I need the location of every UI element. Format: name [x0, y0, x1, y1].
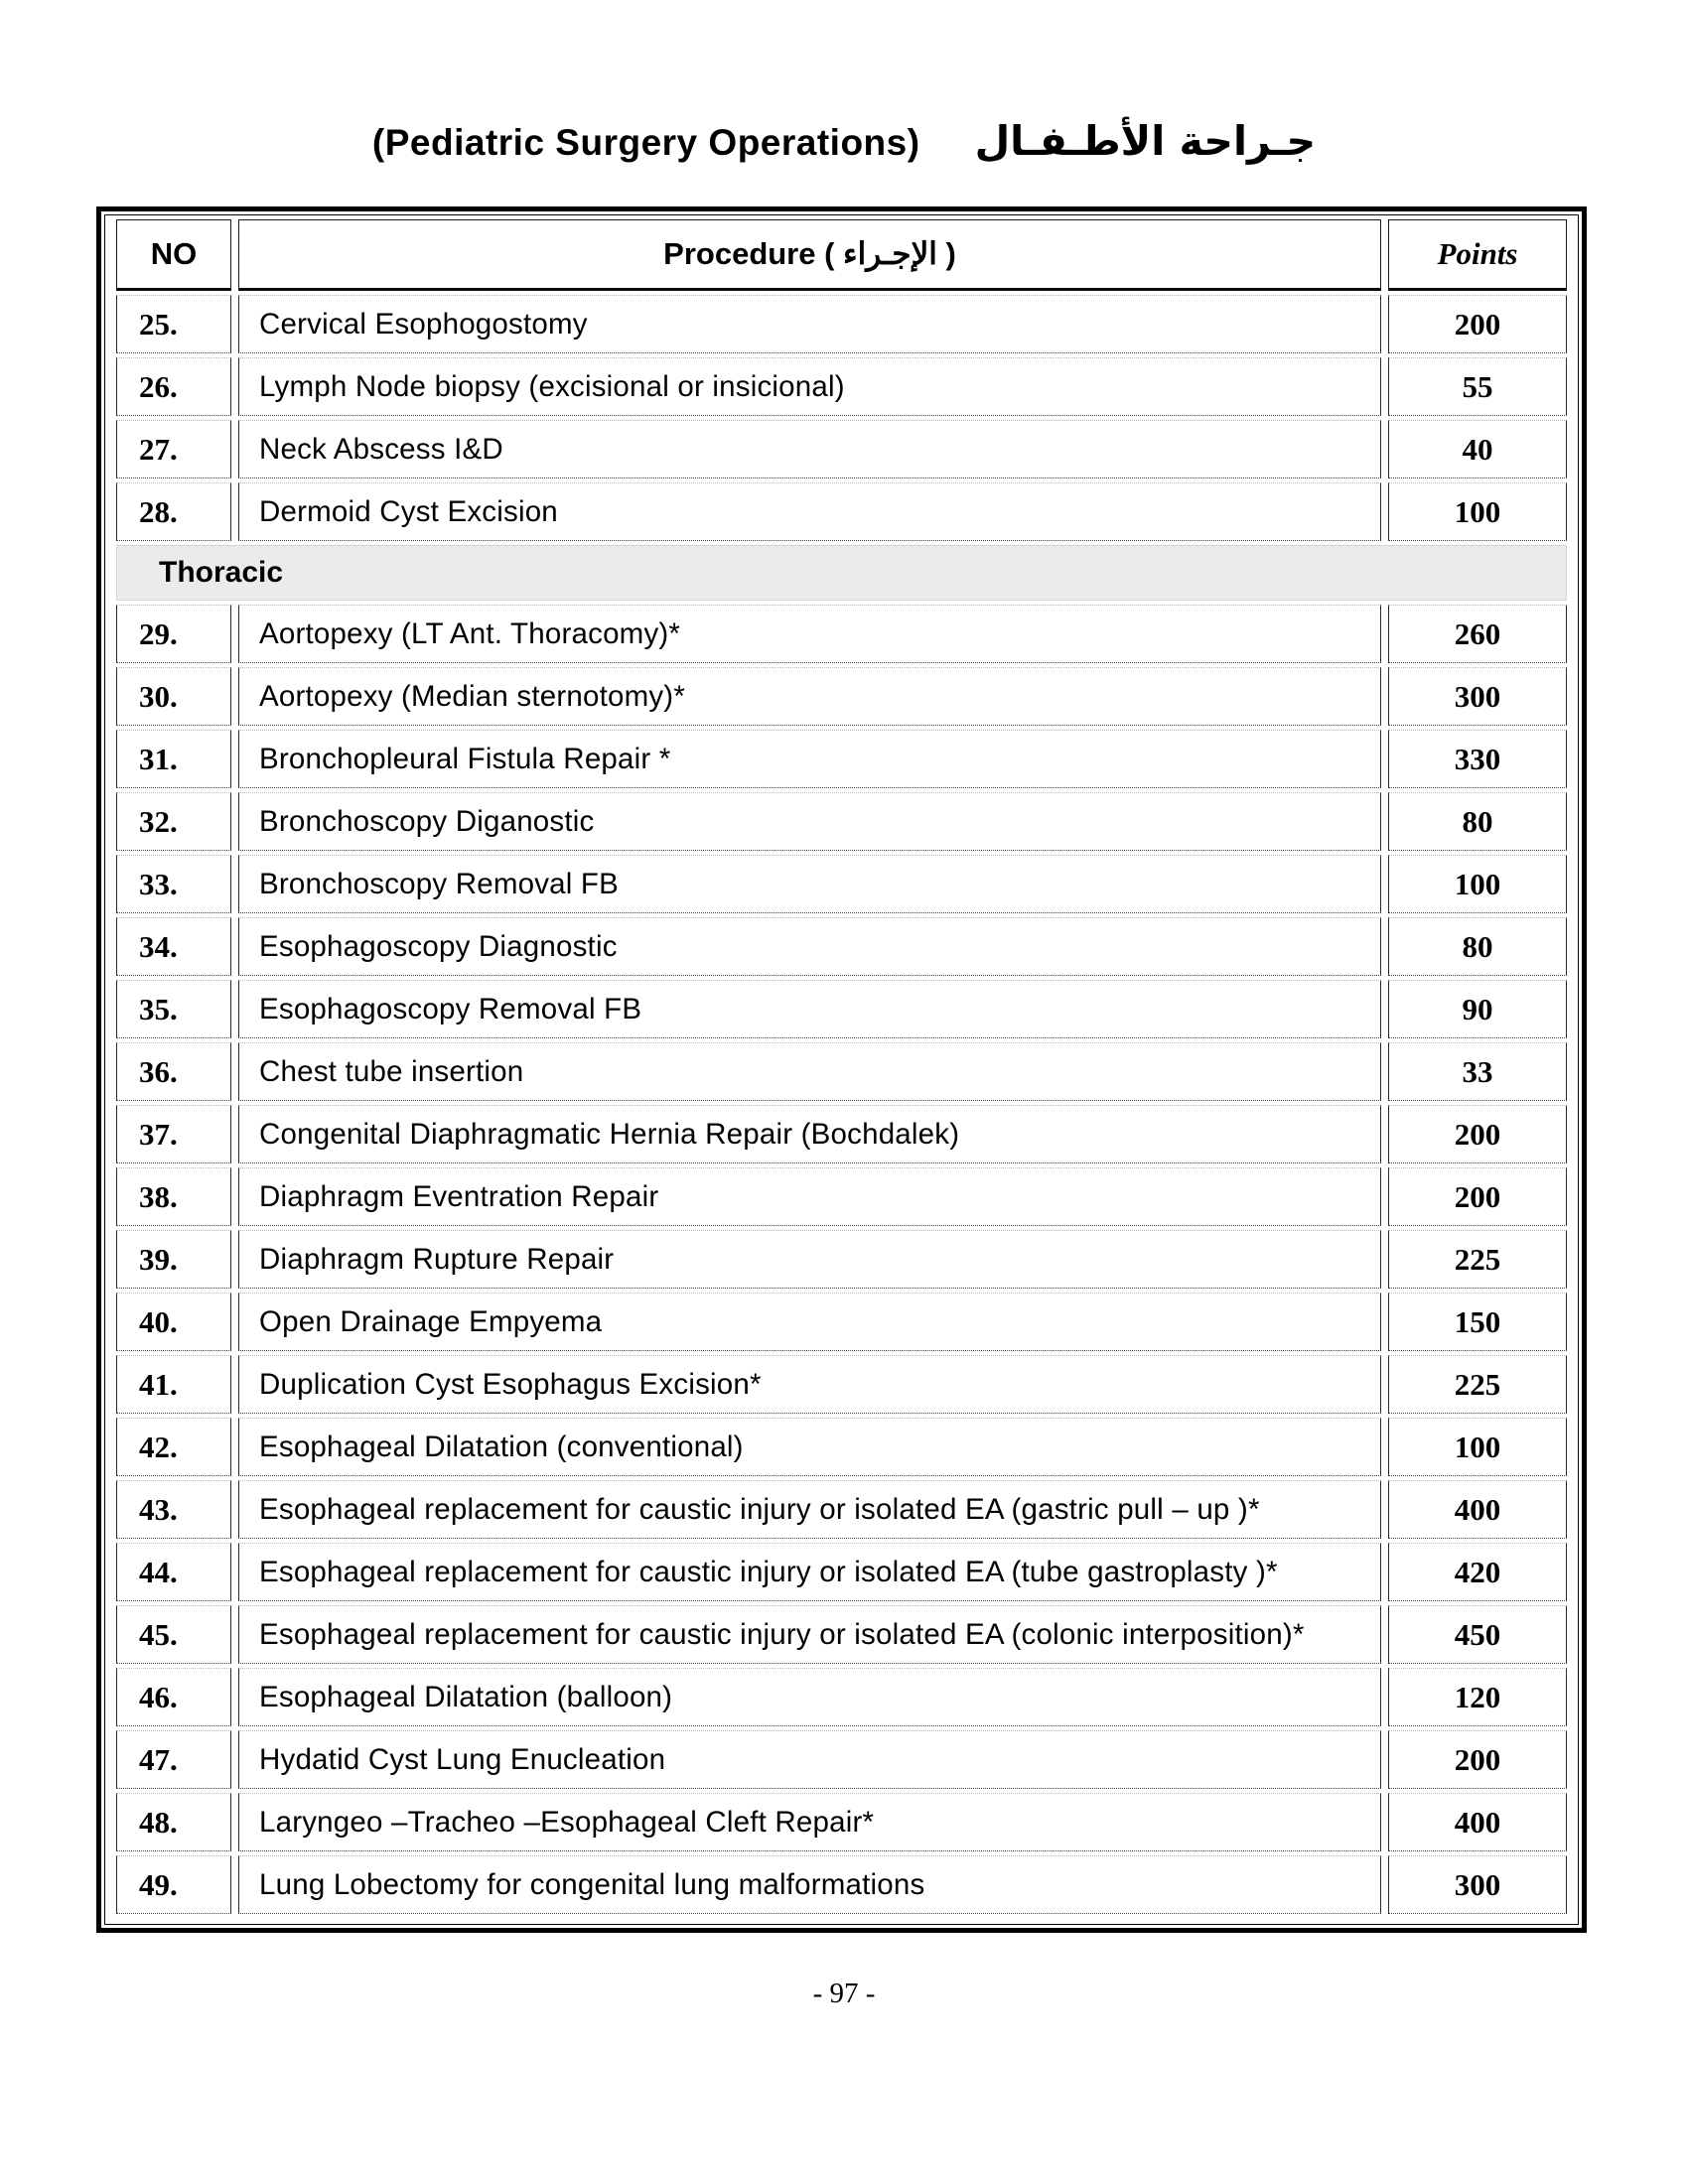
procedure-name: Diaphragm Rupture Repair — [238, 1230, 1381, 1289]
header-no: NO — [116, 219, 231, 291]
table-row — [116, 855, 1567, 913]
table-row — [116, 1042, 1567, 1101]
row-number: 49. — [116, 1855, 231, 1914]
procedure-points: 300 — [1388, 1855, 1567, 1914]
procedure-name: Hydatid Cyst Lung Enucleation — [238, 1730, 1381, 1789]
table-row — [116, 1668, 1567, 1726]
procedure-points: 260 — [1388, 605, 1567, 663]
procedure-name: Chest tube insertion — [238, 1042, 1381, 1101]
table-row — [116, 792, 1567, 851]
procedure-points: 55 — [1388, 357, 1567, 416]
table-row — [116, 1855, 1567, 1914]
table-row — [116, 1543, 1567, 1601]
table-row — [116, 667, 1567, 726]
table-row — [116, 917, 1567, 976]
row-number: 41. — [116, 1355, 231, 1414]
section-row — [116, 545, 1567, 601]
table-row — [116, 730, 1567, 788]
row-number: 29. — [116, 605, 231, 663]
title-arabic: جـراحة الأطـفـال — [974, 117, 1317, 165]
procedure-name: Bronchoscopy Removal FB — [238, 855, 1381, 913]
procedure-name: Lymph Node biopsy (excisional or insicional) — [238, 357, 1381, 416]
row-number: 47. — [116, 1730, 231, 1789]
row-number: 44. — [116, 1543, 231, 1601]
procedure-points: 400 — [1388, 1793, 1567, 1851]
procedure-name: Bronchopleural Fistula Repair * — [238, 730, 1381, 788]
procedure-name: Open Drainage Empyema — [238, 1293, 1381, 1351]
row-number: 43. — [116, 1480, 231, 1539]
procedure-points: 225 — [1388, 1230, 1567, 1289]
row-number: 33. — [116, 855, 231, 913]
procedure-points: 300 — [1388, 667, 1567, 726]
procedure-points: 400 — [1388, 1480, 1567, 1539]
table-row — [116, 357, 1567, 416]
procedure-points: 450 — [1388, 1605, 1567, 1664]
procedure-points: 225 — [1388, 1355, 1567, 1414]
header-points: Points — [1388, 219, 1567, 291]
table-row — [116, 1293, 1567, 1351]
procedure-name: Lung Lobectomy for congenital lung malformations — [238, 1855, 1381, 1914]
page-number: - 97 - — [812, 1978, 876, 2009]
page-title — [0, 117, 1688, 165]
row-number: 30. — [116, 667, 231, 726]
procedure-points: 33 — [1388, 1042, 1567, 1101]
procedure-points: 200 — [1388, 1167, 1567, 1226]
procedure-name: Esophagoscopy Removal FB — [238, 980, 1381, 1038]
row-number: 36. — [116, 1042, 231, 1101]
row-number: 34. — [116, 917, 231, 976]
procedure-name: Bronchoscopy Diganostic — [238, 792, 1381, 851]
table-row — [116, 605, 1567, 663]
procedure-points: 200 — [1388, 295, 1567, 353]
table-row — [116, 1418, 1567, 1476]
procedures-table — [109, 215, 1574, 1918]
row-number: 32. — [116, 792, 231, 851]
procedure-points: 150 — [1388, 1293, 1567, 1351]
table-row — [116, 295, 1567, 353]
row-number: 40. — [116, 1293, 231, 1351]
procedure-points: 200 — [1388, 1105, 1567, 1163]
procedure-name: Diaphragm Eventration Repair — [238, 1167, 1381, 1226]
table-row — [116, 1355, 1567, 1414]
table-row — [116, 1605, 1567, 1664]
procedure-points: 90 — [1388, 980, 1567, 1038]
section-label: Thoracic — [116, 545, 1567, 601]
procedure-name: Neck Abscess I&D — [238, 420, 1381, 478]
row-number: 28. — [116, 482, 231, 541]
row-number: 42. — [116, 1418, 231, 1476]
table-header-row — [116, 219, 1567, 291]
row-number: 35. — [116, 980, 231, 1038]
row-number: 46. — [116, 1668, 231, 1726]
row-number: 31. — [116, 730, 231, 788]
procedure-name: Dermoid Cyst Excision — [238, 482, 1381, 541]
header-procedure: Procedure ( الإجـراء ) — [238, 219, 1381, 291]
row-number: 26. — [116, 357, 231, 416]
table-row — [116, 482, 1567, 541]
procedure-name: Esophageal Dilatation (conventional) — [238, 1418, 1381, 1476]
procedures-table-inner-border — [104, 214, 1579, 1925]
procedure-name: Laryngeo –Tracheo –Esophageal Cleft Repair* — [238, 1793, 1381, 1851]
procedure-points: 40 — [1388, 420, 1567, 478]
table-row — [116, 1793, 1567, 1851]
table-row — [116, 1167, 1567, 1226]
row-number: 38. — [116, 1167, 231, 1226]
procedure-name: Congenital Diaphragmatic Hernia Repair (Bochdalek) — [238, 1105, 1381, 1163]
procedure-name: Duplication Cyst Esophagus Excision* — [238, 1355, 1381, 1414]
row-number: 25. — [116, 295, 231, 353]
procedures-table-frame — [96, 206, 1587, 1933]
procedure-name: Cervical Esophogostomy — [238, 295, 1381, 353]
procedure-name: Aortopexy (Median sternotomy)* — [238, 667, 1381, 726]
table-row — [116, 1105, 1567, 1163]
procedure-points: 100 — [1388, 855, 1567, 913]
procedure-name: Esophageal replacement for caustic injury or isolated EA (tube gastroplasty )* — [238, 1543, 1381, 1601]
row-number: 45. — [116, 1605, 231, 1664]
row-number: 48. — [116, 1793, 231, 1851]
table-row — [116, 1230, 1567, 1289]
procedure-points: 200 — [1388, 1730, 1567, 1789]
procedure-points: 330 — [1388, 730, 1567, 788]
procedure-name: Esophageal replacement for caustic injury or isolated EA (colonic interposition)* — [238, 1605, 1381, 1664]
procedure-name: Esophagoscopy Diagnostic — [238, 917, 1381, 976]
procedure-points: 100 — [1388, 482, 1567, 541]
procedure-points: 80 — [1388, 917, 1567, 976]
row-number: 39. — [116, 1230, 231, 1289]
procedure-points: 120 — [1388, 1668, 1567, 1726]
row-number: 27. — [116, 420, 231, 478]
procedure-points: 100 — [1388, 1418, 1567, 1476]
procedure-name: Esophageal replacement for caustic injury or isolated EA (gastric pull – up )* — [238, 1480, 1381, 1539]
procedure-points: 420 — [1388, 1543, 1567, 1601]
table-row — [116, 420, 1567, 478]
table-row — [116, 980, 1567, 1038]
procedure-points: 80 — [1388, 792, 1567, 851]
table-row — [116, 1480, 1567, 1539]
table-row — [116, 1730, 1567, 1789]
row-number: 37. — [116, 1105, 231, 1163]
title-english: (Pediatric Surgery Operations) — [371, 122, 920, 163]
procedure-name: Aortopexy (LT Ant. Thoracomy)* — [238, 605, 1381, 663]
procedure-name: Esophageal Dilatation (balloon) — [238, 1668, 1381, 1726]
